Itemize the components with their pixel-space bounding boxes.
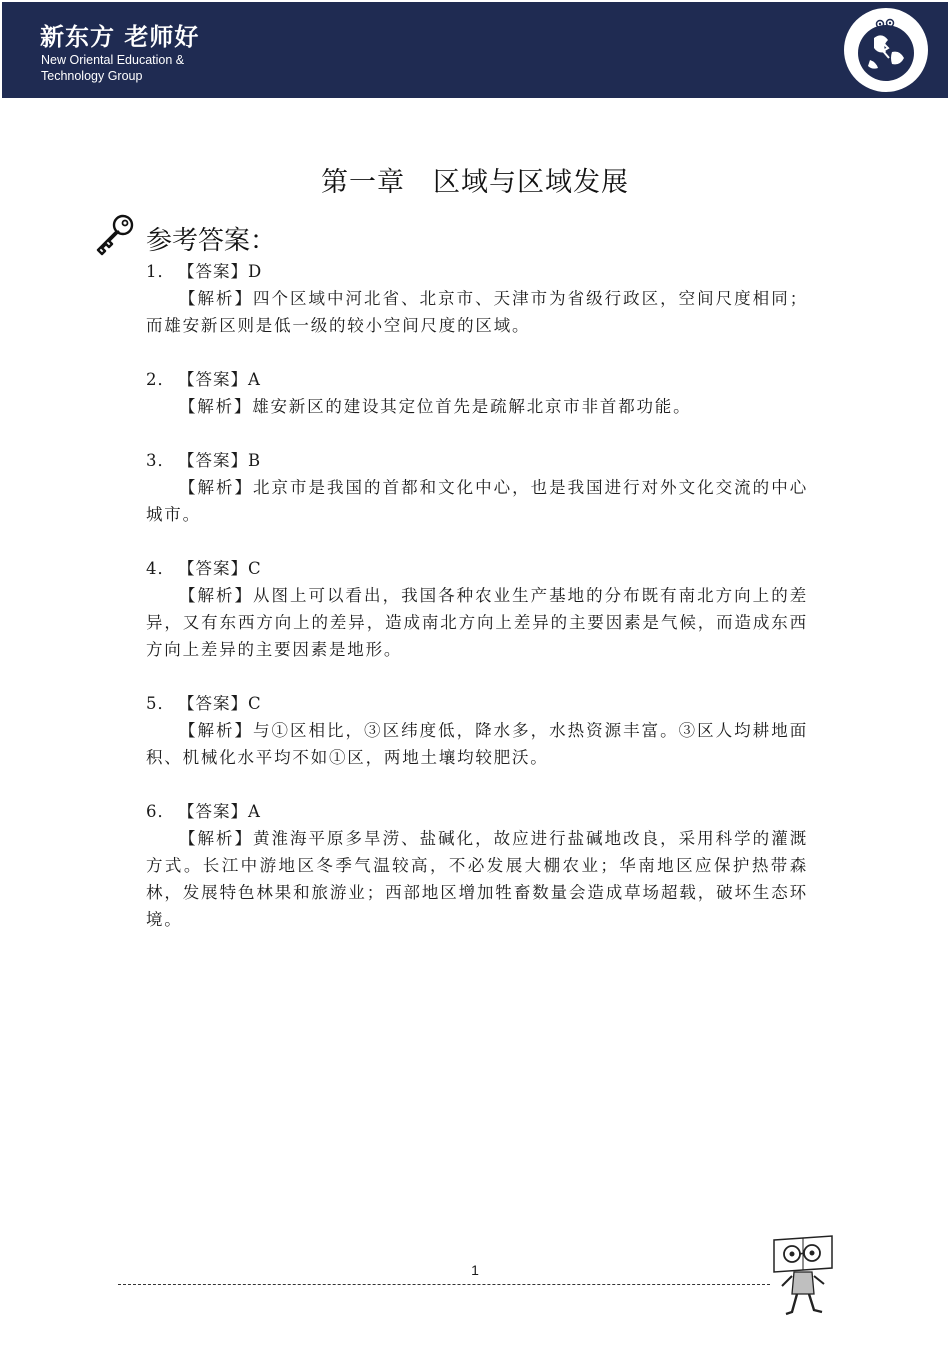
footer-divider <box>118 1284 770 1285</box>
answer-item <box>146 798 808 933</box>
explanation: 【解析】与①区相比，③区纬度低，降水多，水热资源丰富。③区人均耕地面积、机械化水平均不如①区，两地土壤均较肥沃。 <box>146 721 808 767</box>
answer-value: A <box>248 370 261 389</box>
item-number: 6． <box>146 802 175 821</box>
brand-name-cn: 新东方 老师好 <box>40 23 200 51</box>
answer-value: C <box>248 694 262 713</box>
answer-item <box>146 690 808 771</box>
explanation: 【解析】雄安新区的建设其定位首先是疏解北京市非首都功能。 <box>179 397 692 416</box>
answer-value: C <box>248 559 262 578</box>
answer-tag: 【答案】 <box>178 262 248 281</box>
answers-heading: 参考答案： <box>146 226 277 256</box>
answer-tag: 【答案】 <box>178 694 248 713</box>
globe-logo-icon <box>844 8 928 92</box>
explanation: 【解析】黄淮海平原多旱涝、盐碱化，故应进行盐碱地改良，采用科学的灌溉方式。长江中游地区冬季气温较高，不必发展大棚农业；华南地区应保护热带森林，发展特色林果和旅游业；西部地区增加牲畜数量会造成草场超载，破坏生态环境。 <box>146 829 808 929</box>
item-number: 5． <box>146 694 175 713</box>
explanation: 【解析】北京市是我国的首都和文化中心，也是我国进行对外文化交流的中心城市。 <box>146 478 808 524</box>
item-number: 4． <box>146 559 175 578</box>
item-number: 1． <box>146 262 175 281</box>
page-number: 1 <box>471 1262 479 1278</box>
answer-value: B <box>248 451 262 470</box>
explanation: 【解析】四个区域中河北省、北京市、天津市为省级行政区，空间尺度相同；而雄安新区则是低一级的较小空间尺度的区域。 <box>146 289 808 335</box>
page-header <box>2 2 948 98</box>
answer-item <box>146 555 808 663</box>
answer-value: D <box>248 262 263 281</box>
explanation: 【解析】从图上可以看出，我国各种农业生产基地的分布既有南北方向上的差异，又有东西方向上的差异，造成南北方向上差异的主要因素是气候，而造成东西方向上差异的主要因素是地形。 <box>146 586 808 659</box>
answer-item <box>146 447 808 528</box>
answer-list <box>146 258 808 960</box>
item-number: 2． <box>146 370 175 389</box>
answer-item <box>146 258 808 339</box>
key-icon <box>92 212 136 256</box>
answer-tag: 【答案】 <box>178 802 248 821</box>
answer-item <box>146 366 808 420</box>
item-number: 3． <box>146 451 175 470</box>
answer-value: A <box>248 802 261 821</box>
answer-tag: 【答案】 <box>178 559 248 578</box>
answer-tag: 【答案】 <box>178 451 248 470</box>
brand-name-en: New Oriental Education & Technology Group <box>41 53 185 83</box>
answer-tag: 【答案】 <box>178 370 248 389</box>
chapter-title: 第一章 区域与区域发展 <box>321 167 629 198</box>
